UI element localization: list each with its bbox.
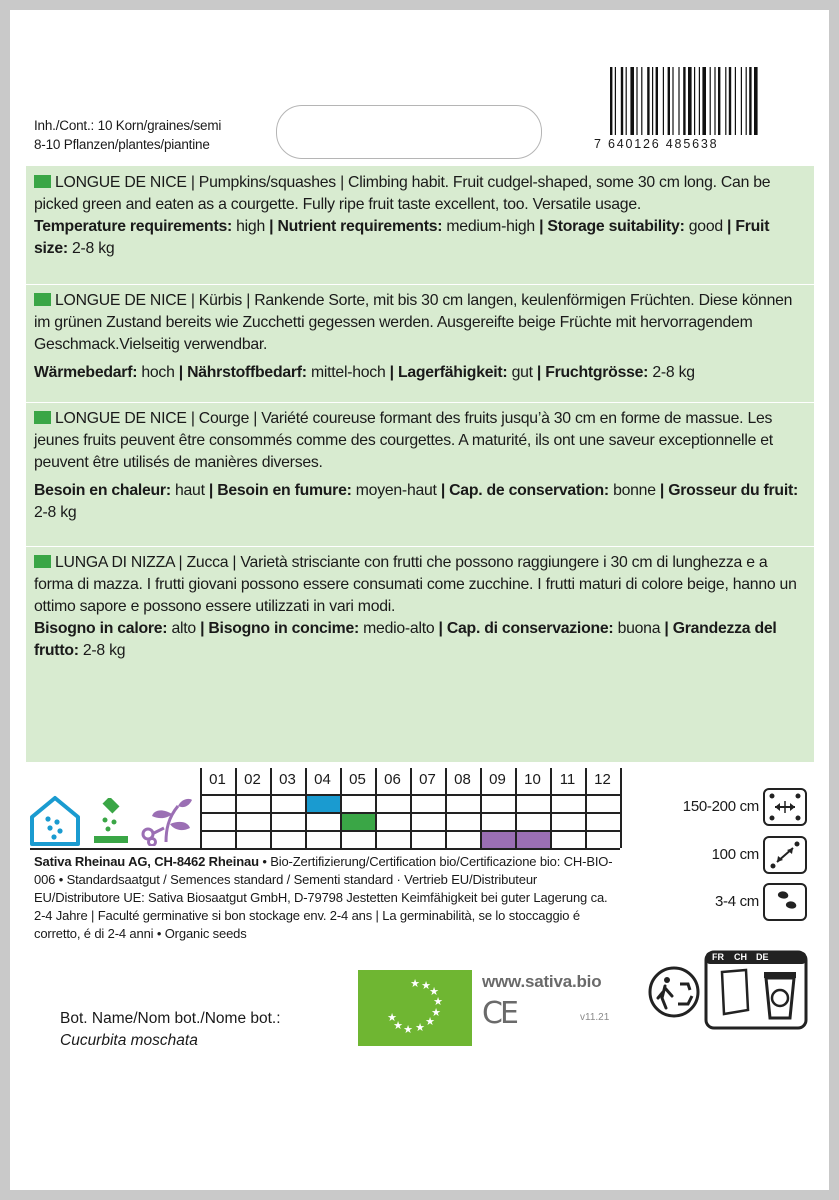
attr-value: 2-8 kg xyxy=(652,364,695,381)
company-info xyxy=(34,853,614,943)
calendar-col-line xyxy=(410,768,412,848)
plant-spacing-icon xyxy=(763,836,807,874)
attr-label: Nutrient requirements: xyxy=(277,218,443,235)
company-name: Sativa Rheinau AG, CH-8462 Rheinau xyxy=(34,854,259,869)
month-label: 09 xyxy=(489,771,506,788)
barcode-bar xyxy=(694,67,695,135)
barcode-bar xyxy=(702,67,706,135)
barcode-bar xyxy=(652,67,653,135)
barcode-bar xyxy=(672,67,673,135)
attr-label: Wärmebedarf: xyxy=(34,364,138,381)
description-panel xyxy=(26,166,814,762)
barcode-bar xyxy=(725,67,726,135)
measure-plant-spacing: 100 cm xyxy=(711,846,759,863)
recycling-label-fr: FR xyxy=(712,952,724,962)
calendar-row-line xyxy=(30,848,620,850)
attr-value: gut xyxy=(511,364,533,381)
contents-line-2: 8-10 Pflanzen/plantes/piantine xyxy=(34,137,210,152)
attr-label: Fruchtgrösse: xyxy=(545,364,649,381)
attr-value: 2-8 kg xyxy=(34,504,77,521)
month-label: 01 xyxy=(209,771,226,788)
calendar-col-line xyxy=(480,768,482,848)
green-square-icon xyxy=(34,555,51,568)
attr-value: alto xyxy=(171,620,196,637)
barcode xyxy=(594,67,813,157)
calendar-grid xyxy=(200,794,622,848)
eu-star-icon: ★ xyxy=(431,1007,441,1019)
attr-label: Besoin en fumure: xyxy=(217,482,352,499)
barcode-bar xyxy=(647,67,649,135)
attr-value: high xyxy=(236,218,266,235)
botanical-species: Cucurbita moschata xyxy=(60,1032,198,1049)
barcode-bar xyxy=(678,67,679,135)
attr-label: Lagerfähigkeit: xyxy=(397,364,508,381)
attr-value: mittel-hoch xyxy=(310,364,386,381)
attr-label: Temperature requirements: xyxy=(34,218,232,235)
barcode-bar xyxy=(641,67,642,135)
calendar-cell-planting-out xyxy=(342,812,375,830)
eu-star-icon: ★ xyxy=(387,1012,397,1024)
barcode-bar xyxy=(615,67,616,135)
attr-value: 2-8 kg xyxy=(82,642,126,659)
measure-row-spacing: 150-200 cm xyxy=(682,798,759,815)
eu-organic-logo xyxy=(358,970,472,1046)
barcode-bar xyxy=(656,67,658,135)
attr-label: Besoin en chaleur: xyxy=(34,482,171,499)
attr-value: 2-8 kg xyxy=(72,240,115,257)
calendar-col-line xyxy=(620,768,622,848)
company-details: • Bio-Zertifizierung/Certification bio/Certificazione bio: CH-BIO-006 • Standardsaatgut / Semences standard / Sementi standard · Vertrieb EU/Distributeur EU/Distributore UE: Sativa Biosaatgut GmbH, D-79798 Jestetten Keimfähigkeit bei guter Lagerung ca. 2-4 Jahre | Faculté germinative si bon stockage env. 2-4 ans | La germinabilità, se lo stoccaggio é corretto, é di 2-4 anni • Organic seeds xyxy=(34,854,613,941)
harvest-icon xyxy=(138,794,194,851)
barcode-bar xyxy=(714,67,715,135)
barcode-bar xyxy=(699,67,700,135)
barcode-bar xyxy=(610,67,612,135)
attr-label: Nährstoffbedarf: xyxy=(187,364,307,381)
packet-contents xyxy=(34,116,221,154)
green-square-icon xyxy=(34,411,51,424)
green-square-icon xyxy=(34,175,51,188)
calendar-col-line xyxy=(445,768,447,848)
barcode-bar xyxy=(754,67,758,135)
attr-label: Storage suitability: xyxy=(547,218,685,235)
version-label: v11.21 xyxy=(580,1012,610,1023)
barcode-bar xyxy=(741,67,742,135)
calendar-col-line xyxy=(375,768,377,848)
month-label: 07 xyxy=(419,771,436,788)
block-fr-attributes: Besoin en chaleur: haut | Besoin en fumure: moyen-haut | Cap. de conservation: bonne | Grosseur du fruit: 2-8 kg xyxy=(34,482,798,521)
green-square-icon xyxy=(34,293,51,306)
attr-label: Bisogno in calore: xyxy=(34,620,168,637)
month-label: 03 xyxy=(279,771,296,788)
calendar-col-line xyxy=(200,768,202,848)
block-de xyxy=(26,290,814,384)
block-de-intro: LONGUE DE NICE | Kürbis | Rankende Sorte, mit bis 30 cm langen, keulenförmigen Früchten. Diese können im grünen Zustand bereits wie Zucchetti gegessen werden. Ausgereifte beige Früchte mit hervorragendem Geschmack.Vielseitig verwendbar. xyxy=(34,292,793,353)
eu-star-icon: ★ xyxy=(425,1016,435,1028)
website-link[interactable]: www.sativa.bio xyxy=(482,972,602,991)
barcode-bar xyxy=(626,67,627,135)
month-label: 06 xyxy=(384,771,401,788)
block-fr xyxy=(26,408,814,524)
barcode-bar xyxy=(636,67,637,135)
month-label: 12 xyxy=(594,771,611,788)
month-label: 05 xyxy=(349,771,366,788)
barcode-bar xyxy=(683,67,685,135)
attr-value: medio-alto xyxy=(363,620,435,637)
calendar-col-line xyxy=(515,768,517,848)
block-it-intro: LUNGA DI NIZZA | Zucca | Varietà strisciante con frutti che possono raggiungere i 30 cm di lunghezza e a forma di mazza. I frutti giovani possono essere consumati come zucchine. I frutti maturi di colore beige, hanno un ottimo sapore e possono essere utilizzati in vari modi. xyxy=(34,554,797,615)
attr-label: Cap. di conservazione: xyxy=(446,620,614,637)
eu-star-icon: ★ xyxy=(410,978,420,990)
month-label: 02 xyxy=(244,771,261,788)
calendar-col-line xyxy=(270,768,272,848)
month-label: 08 xyxy=(454,771,471,788)
block-it xyxy=(26,552,814,662)
eu-star-icon: ★ xyxy=(421,980,431,992)
calendar-col-line xyxy=(340,768,342,848)
barcode-bar xyxy=(735,67,736,135)
attr-value: hoch xyxy=(141,364,175,381)
row-spacing-icon xyxy=(763,788,807,826)
attr-value: haut xyxy=(174,482,205,499)
divider xyxy=(26,284,814,285)
barcode-bar xyxy=(663,67,664,135)
calendar-cell-harvest xyxy=(482,830,515,848)
barcode-bar xyxy=(668,67,670,135)
eu-star-icon: ★ xyxy=(433,996,443,1008)
hang-hole xyxy=(276,105,542,159)
greenhouse-sowing-icon xyxy=(28,795,82,852)
attr-label: Fruit size: xyxy=(34,218,770,257)
eu-star-icon: ★ xyxy=(403,1024,413,1036)
disposal-info-box xyxy=(704,950,808,1035)
eu-star-icon: ★ xyxy=(393,1020,403,1032)
calendar-cell-indoor-sowing xyxy=(307,794,340,812)
barcode-bar xyxy=(749,67,751,135)
calendar-col-line xyxy=(585,768,587,848)
attr-label: Grosseur du fruit: xyxy=(668,482,798,499)
attr-label: Cap. de conservation: xyxy=(449,482,609,499)
calendar-col-line xyxy=(235,768,237,848)
divider xyxy=(26,402,814,403)
month-label: 11 xyxy=(559,771,576,788)
barcode-number: 7 640126 485638 xyxy=(594,137,719,151)
barcode-bar xyxy=(729,67,731,135)
recycling-icon xyxy=(646,964,702,1025)
ce-mark: CE xyxy=(482,996,516,1031)
botanical-label: Bot. Name/Nom bot./Nome bot.: xyxy=(60,1010,281,1027)
eu-star-icon: ★ xyxy=(429,986,439,998)
attr-value: moyen-haut xyxy=(355,482,437,499)
block-en xyxy=(26,172,814,260)
block-en-intro: LONGUE DE NICE | Pumpkins/squashes | Climbing habit. Fruit cudgel-shaped, some 30 cm long. Can be picked green and eaten as a courgette. Fully ripe fruit taste excellent, too. Versatile usage. xyxy=(34,174,771,213)
barcode-bar xyxy=(630,67,634,135)
barcode-bar xyxy=(746,67,747,135)
direct-sowing-icon xyxy=(90,798,132,851)
divider xyxy=(26,546,814,547)
barcode-bar xyxy=(688,67,692,135)
contents-line-1: Inh./Cont.: 10 Korn/graines/semi xyxy=(34,118,222,133)
recycling-label-de: DE xyxy=(756,952,769,962)
barcode-bar xyxy=(710,67,711,135)
eu-star-icon: ★ xyxy=(415,1022,425,1034)
attr-label: Bisogno in concime: xyxy=(208,620,359,637)
attr-label: Grandezza del frutto: xyxy=(34,620,777,659)
calendar-cell-harvest xyxy=(517,830,550,848)
sowing-depth-icon xyxy=(763,883,807,921)
recycling-label-ch: CH xyxy=(734,952,747,962)
measure-sowing-depth: 3-4 cm xyxy=(714,893,759,910)
attr-value: good xyxy=(688,218,723,235)
barcode-bar xyxy=(621,67,623,135)
month-label: 04 xyxy=(314,771,331,788)
barcode-bar xyxy=(718,67,720,135)
block-it-attributes: Bisogno in calore: alto | Bisogno in concime: medio-alto | Cap. di conservazione: buona | Grandezza del frutto: 2-8 kg xyxy=(34,620,777,659)
attr-value: bonne xyxy=(613,482,656,499)
attr-value: medium-high xyxy=(446,218,535,235)
botanical-name xyxy=(60,1008,281,1052)
block-en-attributes: Temperature requirements: high | Nutrient requirements: medium-high | Storage suitability: good | Fruit size: 2-8 kg xyxy=(34,218,770,257)
calendar-col-line xyxy=(550,768,552,848)
attr-value: buona xyxy=(617,620,661,637)
block-de-attributes: Wärmebedarf: hoch | Nährstoffbedarf: mittel-hoch | Lagerfähigkeit: gut | Fruchtgrösse: 2-8 kg xyxy=(34,364,695,381)
block-fr-intro: LONGUE DE NICE | Courge | Variété coureuse formant des fruits jusqu’à 30 cm en forme de massue. Les jeunes fruits peuvent être consommés comme des courgettes. A maturité, ils ont une saveur exceptionnelle et peuvent être utilisés de manières diverses. xyxy=(34,410,773,471)
month-label: 10 xyxy=(524,771,541,788)
calendar-col-line xyxy=(305,768,307,848)
